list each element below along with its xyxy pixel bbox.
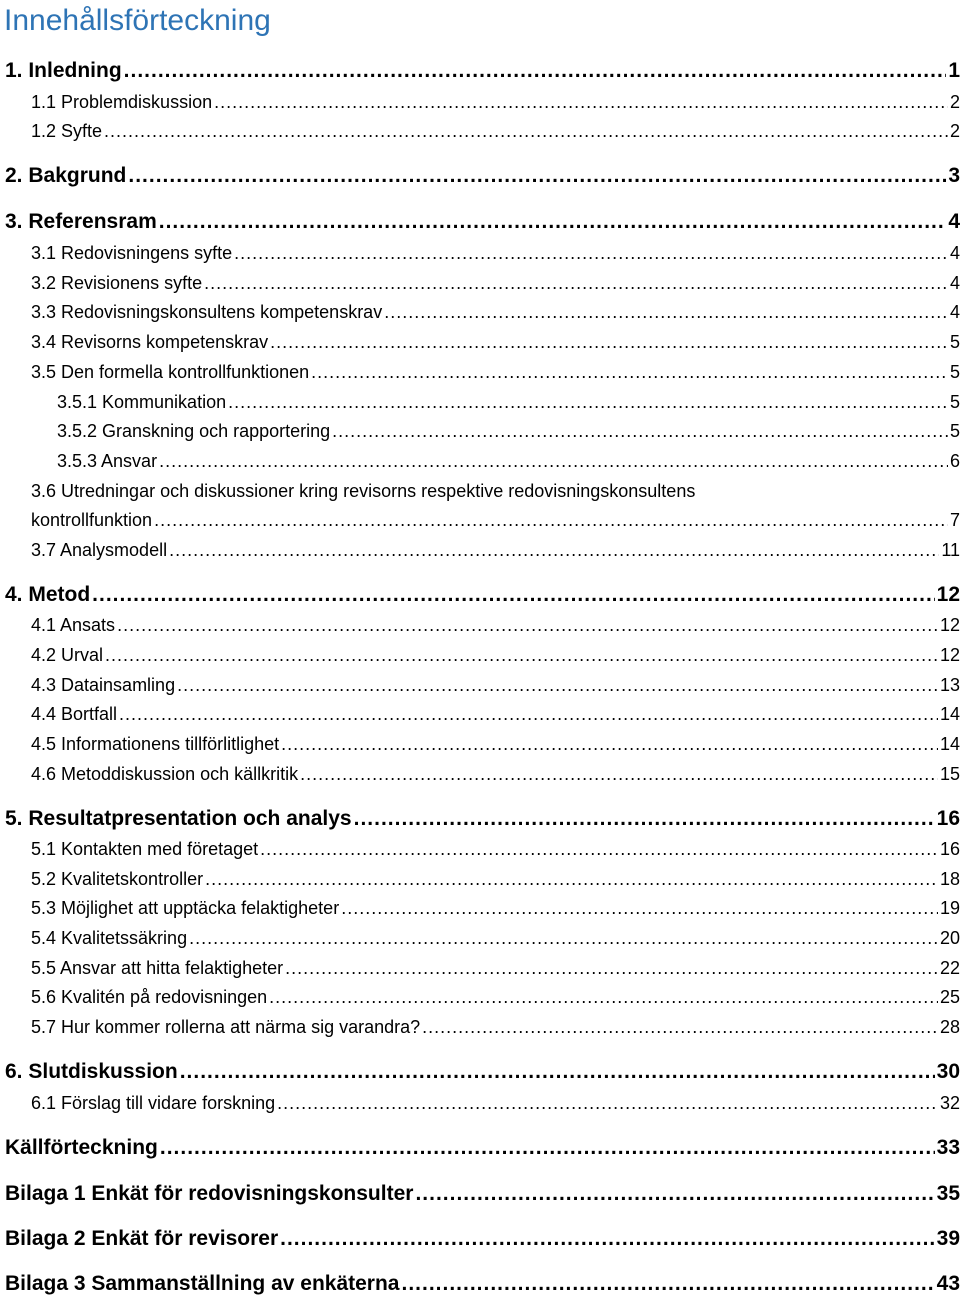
toc-entry-label: 1. Inledning [5,59,122,82]
dot-leader [92,580,934,610]
toc-entry-label: 6. Slutdiskussion [5,1060,178,1083]
toc-entry-page: 11 [941,540,960,560]
toc-entry-label: 4.1 Ansats [31,615,116,635]
dot-leader [332,418,948,444]
toc-entry-page: 5 [949,332,960,352]
toc-entry-label: 3.2 Revisionens syfte [31,273,203,293]
toc-entry-label: 5.3 Möjlighet att upptäcka felaktigheter [31,898,340,918]
toc-entry-section[interactable] [31,612,960,638]
toc-entry-page: 3 [948,164,960,187]
toc-entry-label-continuation: kontrollfunktion [31,510,153,530]
toc-entry-section[interactable] [31,299,960,325]
toc-entry-label: 3. Referensram [5,210,157,233]
toc-entry-section[interactable] [31,118,960,144]
toc-entry-label: 5.7 Hur kommer rollerna att närma sig varandra? [31,1017,421,1037]
toc-entry-page: 22 [939,958,960,978]
toc-entry-label: 3.3 Redovisningskonsultens kompetenskrav [31,302,383,322]
toc-entry-label: 4.6 Metoddiskussion och källkritik [31,764,299,784]
dot-leader [384,299,948,325]
toc-entry-page: 12 [939,615,960,635]
toc-entry-page: 12 [939,645,960,665]
toc-entry-label: 5.5 Ansvar att hitta felaktigheter [31,958,284,978]
toc-entry-page: 16 [939,839,960,859]
toc-entry-page: 32 [939,1093,960,1113]
dot-leader [159,448,948,474]
toc-entry-label: Bilaga 2 Enkät för revisorer [5,1227,279,1250]
toc-entry-label: 3.6 Utredningar och diskussioner kring revisorns respektive redovisningskonsultens [31,481,696,501]
toc-entry-section[interactable] [31,642,960,668]
toc-entry-label: 3.7 Analysmodell [31,540,168,560]
toc-entry-label: 4. Metod [5,583,91,606]
toc-entry-page: 43 [936,1272,960,1295]
toc-entry-section[interactable] [31,537,960,563]
toc-entry-chapter[interactable] [5,1057,960,1087]
toc-entry-chapter[interactable] [5,1133,960,1163]
toc-entry-page: 19 [939,898,960,918]
toc-entry-label: 5. Resultatpresentation och analys [5,807,352,830]
toc-entry-section[interactable] [31,761,960,787]
dot-leader [422,1014,938,1040]
toc-entry-section[interactable] [31,672,960,698]
dot-leader [105,642,938,668]
toc-entry-page: 20 [939,928,960,948]
toc-entry-subsection[interactable] [57,389,960,415]
toc-entry-page: 7 [949,510,960,530]
toc-entry-page: 2 [949,121,960,141]
toc-entry-label: 5.4 Kvalitetssäkring [31,928,188,948]
toc-entry-section[interactable] [31,507,960,533]
toc-entry-section[interactable] [31,895,960,921]
toc-entry-section[interactable] [31,925,960,951]
toc-entry-page: 1 [948,59,960,82]
dot-leader [214,89,948,115]
toc-entry-page: 28 [939,1017,960,1037]
toc-entry-label: 4.2 Urval [31,645,104,665]
toc-entry-page: 4 [949,302,960,322]
dot-leader [281,731,938,757]
toc-entry-label: Källförteckning [5,1136,158,1159]
dot-leader [169,537,939,563]
toc-entry-label: 3.5.2 Granskning och rapportering [57,421,331,441]
dot-leader [260,836,938,862]
toc-entry-page: 25 [939,987,960,1007]
toc-entry-section[interactable] [31,731,960,757]
toc-entry-chapter[interactable] [5,56,960,86]
toc-entry-label: 5.6 Kvalitén på redovisningen [31,987,268,1007]
dot-leader [117,612,938,638]
toc-entry-section[interactable] [31,270,960,296]
dot-leader [124,56,947,86]
toc-entry-label: 1.1 Problemdiskussion [31,92,213,112]
toc-entry-page: 30 [936,1060,960,1083]
toc-entry-section[interactable] [31,984,960,1010]
toc-entry-chapter[interactable] [5,804,960,834]
dot-leader [177,672,938,698]
dot-leader [160,1133,935,1163]
toc-entry-label: 4.5 Informationens tillförlitlighet [31,734,280,754]
toc-entry-subsection[interactable] [57,448,960,474]
dot-leader [180,1057,935,1087]
toc-entry-page: 6 [949,451,960,471]
toc-entry-label: 5.1 Kontakten med företaget [31,839,259,859]
toc-entry-section[interactable] [31,955,960,981]
toc-entry-page: 2 [949,92,960,112]
toc-entry-label: 6.1 Förslag till vidare forskning [31,1093,276,1113]
dot-leader [205,866,938,892]
toc-entry-chapter[interactable] [5,1179,960,1209]
toc-entry-section[interactable] [31,359,960,385]
dot-leader [285,955,938,981]
dot-leader [341,895,938,921]
toc-entry-label: 3.4 Revisorns kompetenskrav [31,332,269,352]
dot-leader [104,118,948,144]
dot-leader [415,1179,934,1209]
dot-leader [228,389,948,415]
dot-leader [277,1090,938,1116]
toc-entry-section[interactable] [31,1090,960,1116]
toc-entry-label: 5.2 Kvalitetskontroller [31,869,204,889]
dot-leader [300,761,938,787]
toc-entry-label: 4.4 Bortfall [31,704,118,724]
toc-entry-page: 13 [939,675,960,695]
toc-entry-section[interactable] [31,240,960,266]
toc-entry-chapter[interactable] [5,580,960,610]
toc-entry-section[interactable] [31,836,960,862]
toc-entry-label: 3.1 Redovisningens syfte [31,243,233,263]
toc-entry-chapter[interactable] [5,207,960,237]
dot-leader [402,1269,935,1299]
toc-entry-label: 4.3 Datainsamling [31,675,176,695]
toc-entry-page: 5 [949,421,960,441]
dot-leader [269,984,938,1010]
toc-entry-page: 4 [948,210,960,233]
toc-entry-page: 18 [939,869,960,889]
toc-entry-page: 12 [936,583,960,606]
dot-leader [189,925,938,951]
toc-entry-label: Bilaga 3 Sammanställning av enkäterna [5,1272,400,1295]
toc-entry-label: 2. Bakgrund [5,164,127,187]
toc-entry-section[interactable] [31,89,960,115]
toc-entry-page: 16 [936,807,960,830]
toc-entry-page: 14 [939,734,960,754]
toc-entry-page: 14 [939,704,960,724]
dot-leader [119,701,938,727]
dot-leader [311,359,948,385]
toc-entry-wrapped-line[interactable] [31,478,695,504]
toc-entry-page: 5 [949,362,960,382]
toc-entry-label: 1.2 Syfte [31,121,103,141]
toc-entry-chapter[interactable] [5,161,960,191]
toc-entry-chapter[interactable] [5,1224,960,1254]
dot-leader [280,1224,935,1254]
dot-leader [270,329,948,355]
toc-entry-section[interactable] [31,1014,960,1040]
toc-entry-label: 3.5.3 Ansvar [57,451,158,471]
toc-entry-label: 3.5.1 Kommunikation [57,392,227,412]
toc-entry-chapter[interactable] [5,1269,960,1299]
toc-entry-page: 4 [949,243,960,263]
toc-entry-section[interactable] [31,866,960,892]
toc-entry-section[interactable] [31,701,960,727]
toc-entry-page: 5 [949,392,960,412]
toc-entry-section[interactable] [31,329,960,355]
dot-leader [354,804,935,834]
dot-leader [128,161,946,191]
dot-leader [204,270,948,296]
dot-leader [234,240,948,266]
toc-entry-subsection[interactable] [57,418,960,444]
toc-entry-page: 33 [936,1136,960,1159]
dot-leader [154,507,948,533]
toc-entry-page: 4 [949,273,960,293]
dot-leader [159,207,947,237]
toc-entry-page: 35 [936,1182,960,1205]
page-title: Innehållsförteckning [4,4,271,37]
toc-entry-page: 15 [939,764,960,784]
toc-entry-label: Bilaga 1 Enkät för redovisningskonsulter [5,1182,414,1205]
toc-entry-label: 3.5 Den formella kontrollfunktionen [31,362,310,382]
toc-entry-page: 39 [936,1227,960,1250]
